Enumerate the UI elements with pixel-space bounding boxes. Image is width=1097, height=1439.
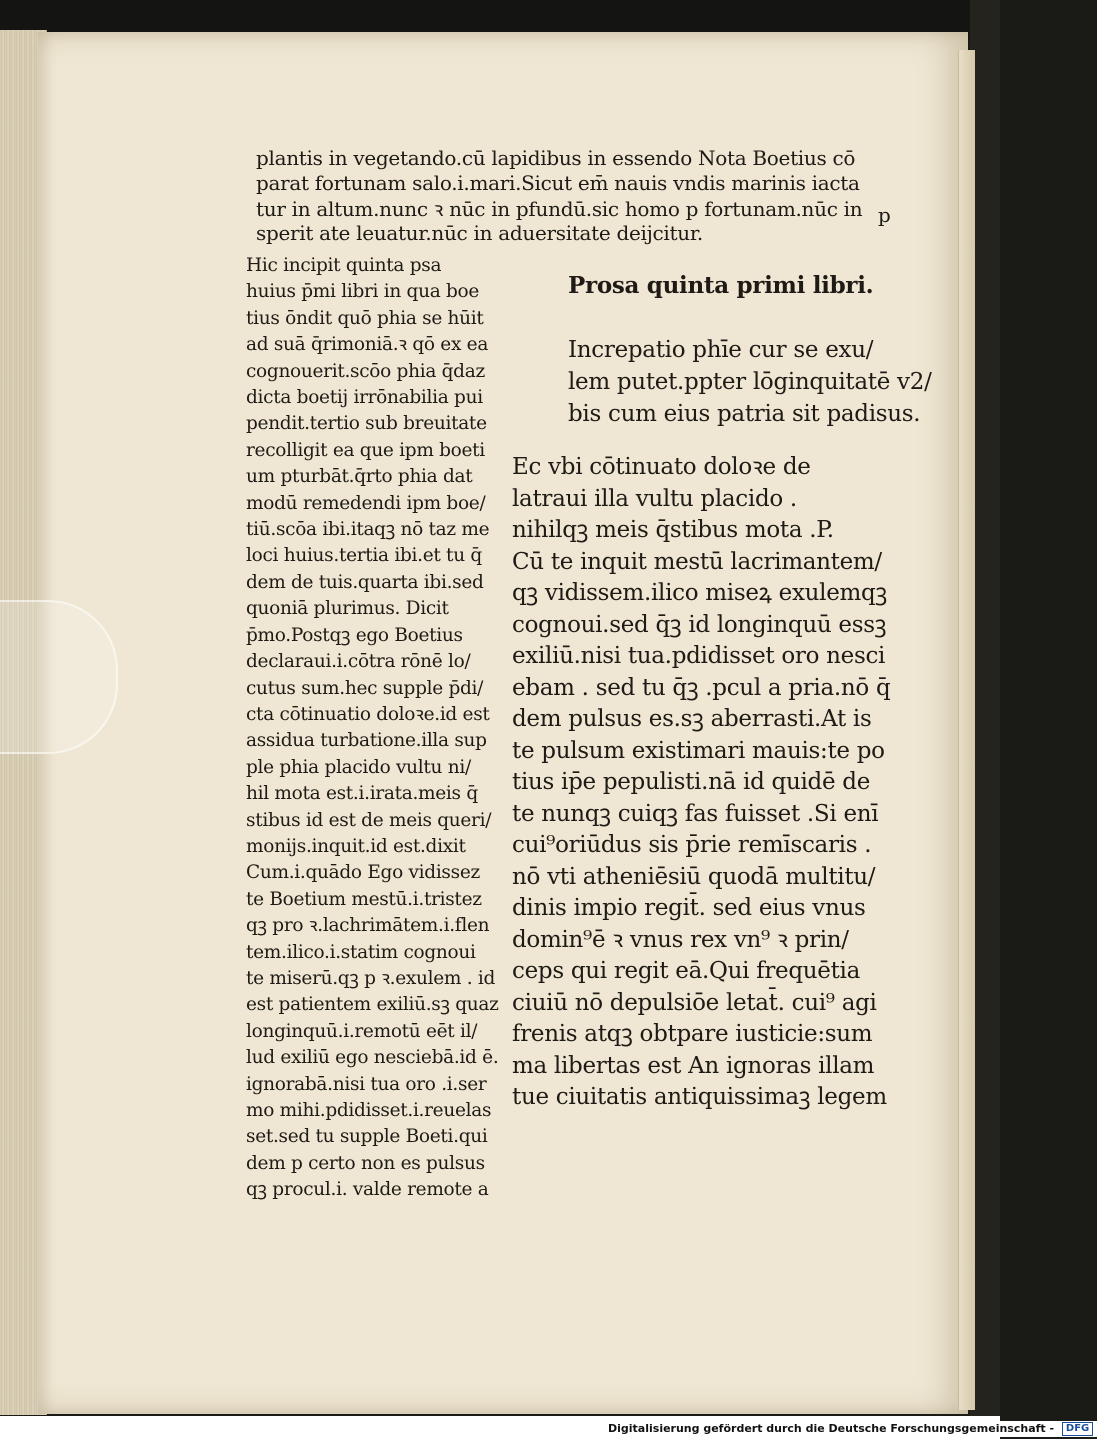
header-line: plantis in vegetando.cū lapidibus in essendo Nota Boetius cō <box>256 146 856 170</box>
text-line: cui⁹oriūdus sis p̄rie remīscaris . <box>512 832 872 858</box>
text-line: dem de tuis.quarta ibi.sed <box>246 571 484 593</box>
text-line: dem pulsus es.sꝫ aberrasti.At is <box>512 706 872 732</box>
text-line: tius ip̄e pepulisti.nā id quidē de <box>512 769 871 795</box>
text-line: stibus id est de meis queri/ <box>246 809 492 831</box>
footer-text: Digitalisierung gefördert durch die Deutsche Forschungsgemeinschaft - <box>608 1422 1055 1435</box>
text-line: mo mihi.pdidisset.i.reuelas <box>246 1100 492 1121</box>
text-line: frenis atqꝫ obtpare iusticie:sum <box>512 1021 873 1047</box>
text-line: dinis impio regit̄. sed eius vnus <box>512 895 866 921</box>
text-line: lem putet.ppter lōginquitatē v2/ <box>568 369 932 395</box>
text-line: pendit.tertio sub breuitate <box>246 413 487 435</box>
text-line: qꝫ procul.i. valde remote a <box>246 1179 489 1201</box>
text-line: Ec vbi cōtinuato doloꝛe de <box>512 454 811 480</box>
margin-mark: p <box>878 203 891 227</box>
text-line: te pulsum existimari mauis:te po <box>512 737 885 764</box>
text-line: declaraui.i.cōtra rōnē lo/ <box>246 651 471 673</box>
header-line: sperit ate leuatur.nūc in aduersitate deijcitur. <box>256 221 703 245</box>
text-line: tiū.scōa ibi.itaqꝫ nō taz me <box>246 519 490 541</box>
text-line: ad suā q̄rimoniā.ꝛ qō ex ea <box>246 334 489 356</box>
text-line: dem p certo non es pulsus <box>246 1152 485 1174</box>
text-line: cutus sum.hec supple p̄di/ <box>246 677 484 699</box>
text-line: assidua turbatione.illa sup <box>246 730 487 752</box>
text-line: ma libertas est An ignoras illam <box>512 1052 875 1079</box>
section-summary <box>568 334 932 430</box>
text-line: ceps qui regit eā.Qui frequētia <box>512 958 861 984</box>
text-line: huius p̄mi libri in qua boe <box>246 281 480 303</box>
text-line: tem.ilico.i.statim cognoui <box>246 941 476 963</box>
text-line: recolligit ea que ipm boeti <box>246 439 485 461</box>
text-line: domin⁹ē ꝛ vnus rex vn⁹ ꝛ prin/ <box>512 926 849 953</box>
text-line: ebam . sed tu q̄ꝫ .pcul a pria.nō q̄ <box>512 674 891 701</box>
text-line: qꝫ pro ꝛ.lachrimātem.i.flen <box>246 915 490 937</box>
text-line: te nunqꝫ cuiqꝫ fas fuisset .Si enī <box>512 800 879 827</box>
text-line: um pturbāt.q̄rto phia dat <box>246 466 473 488</box>
text-line: hil mota est.i.irata.meis q̄ <box>246 783 478 805</box>
text-line: ignorabā.nisi tua oro .i.ser <box>246 1073 487 1095</box>
text-line: ciuiū nō depulsiōe letat̄. cui⁹ agi <box>512 989 877 1016</box>
text-line: exiliū.nisi tua.pdidisset oro nesci <box>512 643 886 669</box>
text-line: tue ciuitatis antiquissimaꝫ legem <box>512 1084 887 1110</box>
header-line: parat fortunam salo.i.mari.Sicut em̄ nauis vndis marinis iacta <box>256 171 860 195</box>
text-line: monijs.inquit.id est.dixit <box>246 835 466 857</box>
text-line: cta cōtinuatio doloꝛe.id est <box>246 703 490 725</box>
text-line: lud exiliū ego nesciebā.id ē. <box>246 1047 499 1069</box>
commentary-column <box>246 253 516 1204</box>
dfg-logo: DFG <box>1062 1422 1093 1436</box>
text-line: te miserū.qꝫ p ꝛ.exulem . id <box>246 967 496 989</box>
text-line: cognouerit.scōo phia q̄daz <box>246 360 485 382</box>
text-line: ple phia placido vultu ni/ <box>246 756 471 778</box>
text-line: cognoui.sed q̄ꝫ id longinquū essꝫ <box>512 611 887 638</box>
text-line: nō vti atheniēsiū quodā multitu/ <box>512 863 876 890</box>
text-line: latraui illa vultu placido . <box>512 485 797 512</box>
text-line: qꝫ vidissem.ilico miseꝝ exulemqꝫ <box>512 580 887 606</box>
text-line: Increpatio phīe cur se exu/ <box>568 337 874 363</box>
text-line: modū remedendi ipm boe/ <box>246 492 486 514</box>
text-line: loci huius.tertia ibi.et tu q̄ <box>246 545 482 567</box>
header-line: tur in altum.nunc ꝛ nūc in pfundū.sic homo p fortunam.nūc in <box>256 197 863 221</box>
text-line: nihilqꝫ meis q̄stibus mota .P. <box>512 517 834 543</box>
text-line: longinquū.i.remotū eēt il/ <box>246 1020 478 1042</box>
text-line: dicta boetij irrōnabilia pui <box>246 387 483 409</box>
text-line: p̄mo.Postqꝫ ego Boetius <box>246 624 463 646</box>
text-line: est patientem exiliū.sꝫ quaz <box>246 994 499 1016</box>
footer-credit <box>604 1421 1097 1437</box>
text-line: quoniā plurimus. Dicit <box>246 598 449 620</box>
text-line: bis cum eius patria sit padisus. <box>568 401 921 427</box>
page-curl-edge <box>958 50 975 1410</box>
text-line: te Boetium mestū.i.tristez <box>246 888 482 910</box>
text-line: Cum.i.quādo Ego vidissez <box>246 862 480 884</box>
main-text-column <box>512 452 890 1114</box>
section-heading: Prosa quinta primi libri. <box>568 272 874 299</box>
text-line: set.sed tu supple Boeti.qui <box>246 1126 488 1148</box>
text-line: Hic incipit quinta psa <box>246 255 442 276</box>
text-line: Cū te inquit mestū lacrimantem/ <box>512 548 882 575</box>
text-line: tius ōndit quō phia se hūit <box>246 307 484 329</box>
